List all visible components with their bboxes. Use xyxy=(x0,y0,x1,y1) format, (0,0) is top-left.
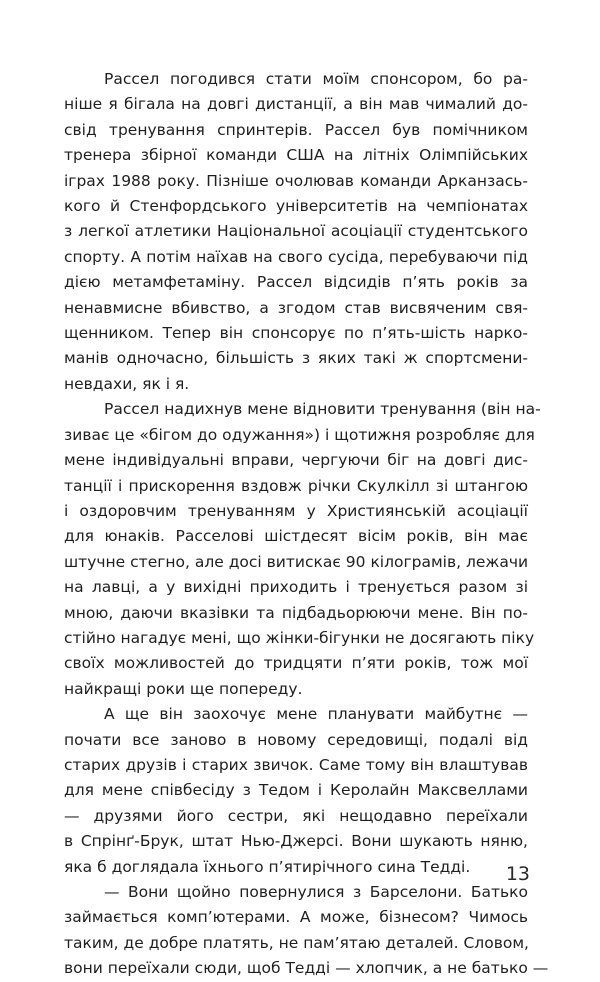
paragraph xyxy=(64,880,549,982)
text-line: зиває це «бігом до одужання») і щотижня розробляє для xyxy=(64,425,535,444)
paragraph xyxy=(64,397,541,702)
text-line: таким, де добре платять, не пам’ятаю деталей. Словом, xyxy=(64,933,529,952)
text-line: А ще він заохочує мене планувати майбутнє — xyxy=(104,705,528,724)
text-line: найкращі роки ще попереду. xyxy=(64,679,303,698)
text-line: тренера збірної команди США на літніх Олімпійських xyxy=(64,146,528,165)
paragraph xyxy=(64,67,528,397)
text-line: для мене співбесіду з Тедом і Керолайн Максвеллами xyxy=(64,781,528,800)
text-line: старих друзів і старих звичок. Саме тому він влаштував xyxy=(64,755,528,774)
text-line: з легкої атлетики Національної асоціації студентського xyxy=(64,222,528,241)
text-line: манів одночасно, більшість з яких такі ж спортсмени- xyxy=(64,349,528,368)
text-line: дією метамфетаміну. Рассел відсидів п’ять років за xyxy=(64,273,528,292)
text-line: — Вони щойно повернулися з Барселони. Батько xyxy=(104,883,528,901)
text-line: і оздоровчим тренуванням у Християнській асоціації xyxy=(64,501,528,520)
text-line: займається комп’ютерами. А може, бізнесом? Чимось xyxy=(64,908,528,927)
text-line: в Спрінґ-Брук, штат Нью-Джерсі. Вони шукають няню, xyxy=(64,832,528,851)
paragraph xyxy=(64,702,528,880)
text-line: кого й Стенфордського університетів на чемпіонатах xyxy=(64,197,528,216)
text-line: своїх можливостей до тридцяти п’яти років, тож мої xyxy=(64,654,528,673)
text-line: танції і прискорення вздовж річки Скулкілл зі штангою xyxy=(64,476,528,495)
text-line: спорту. А потім наїхав на свого сусіда, перебуваючи під xyxy=(64,247,528,266)
text-line: Рассел надихнув мене відновити тренування (він на- xyxy=(104,400,541,419)
text-line: щенником. Тепер він спонсорує по п’ять-шість нарко- xyxy=(64,324,528,343)
text-line: вони переїхали сюди, щоб Тедді — хлопчик, а не батько — xyxy=(64,959,549,978)
text-line: яка б доглядала їхнього п’ятирічного сина Тедді. xyxy=(64,857,471,876)
text-line: на лавці, а у вихідні приходить і тренується разом зі xyxy=(64,578,528,597)
text-line: стійно нагадує мені, що жінки-бігунки не досягають піку xyxy=(64,628,535,647)
text-line: — друзями його сестри, які нещодавно переїхали xyxy=(64,806,528,825)
page-number: 13 xyxy=(505,863,530,885)
text-line: мною, даючи вказівки та підбадьорюючи мене. Він по- xyxy=(64,603,528,622)
text-line: іграх 1988 року. Пізніше очолював команди Арканзась- xyxy=(64,171,528,190)
text-line: для юнаків. Расселові шістдесят вісім років, він має xyxy=(64,527,528,546)
text-line: штучне стегно, але досі витискає 90 кілограмів, лежачи xyxy=(64,552,529,571)
text-line: ніше я бігала на довгі дистанції, а він мав чималий до- xyxy=(64,95,528,114)
text-line: невдахи, як і я. xyxy=(64,374,190,393)
body-text xyxy=(64,67,549,982)
text-line: Рассел погодився стати моїм спонсором, бо ра- xyxy=(104,70,528,88)
text-line: мене індивідуальні вправи, чергуючи біг на довгі дис- xyxy=(64,451,528,470)
text-line: ненавмисне вбивство, а згодом став висвяченим свя- xyxy=(64,298,528,317)
text-line: почати все заново в новому середовищі, подалі від xyxy=(64,730,528,749)
text-line: свід тренування спринтерів. Рассел був помічником xyxy=(64,120,528,139)
